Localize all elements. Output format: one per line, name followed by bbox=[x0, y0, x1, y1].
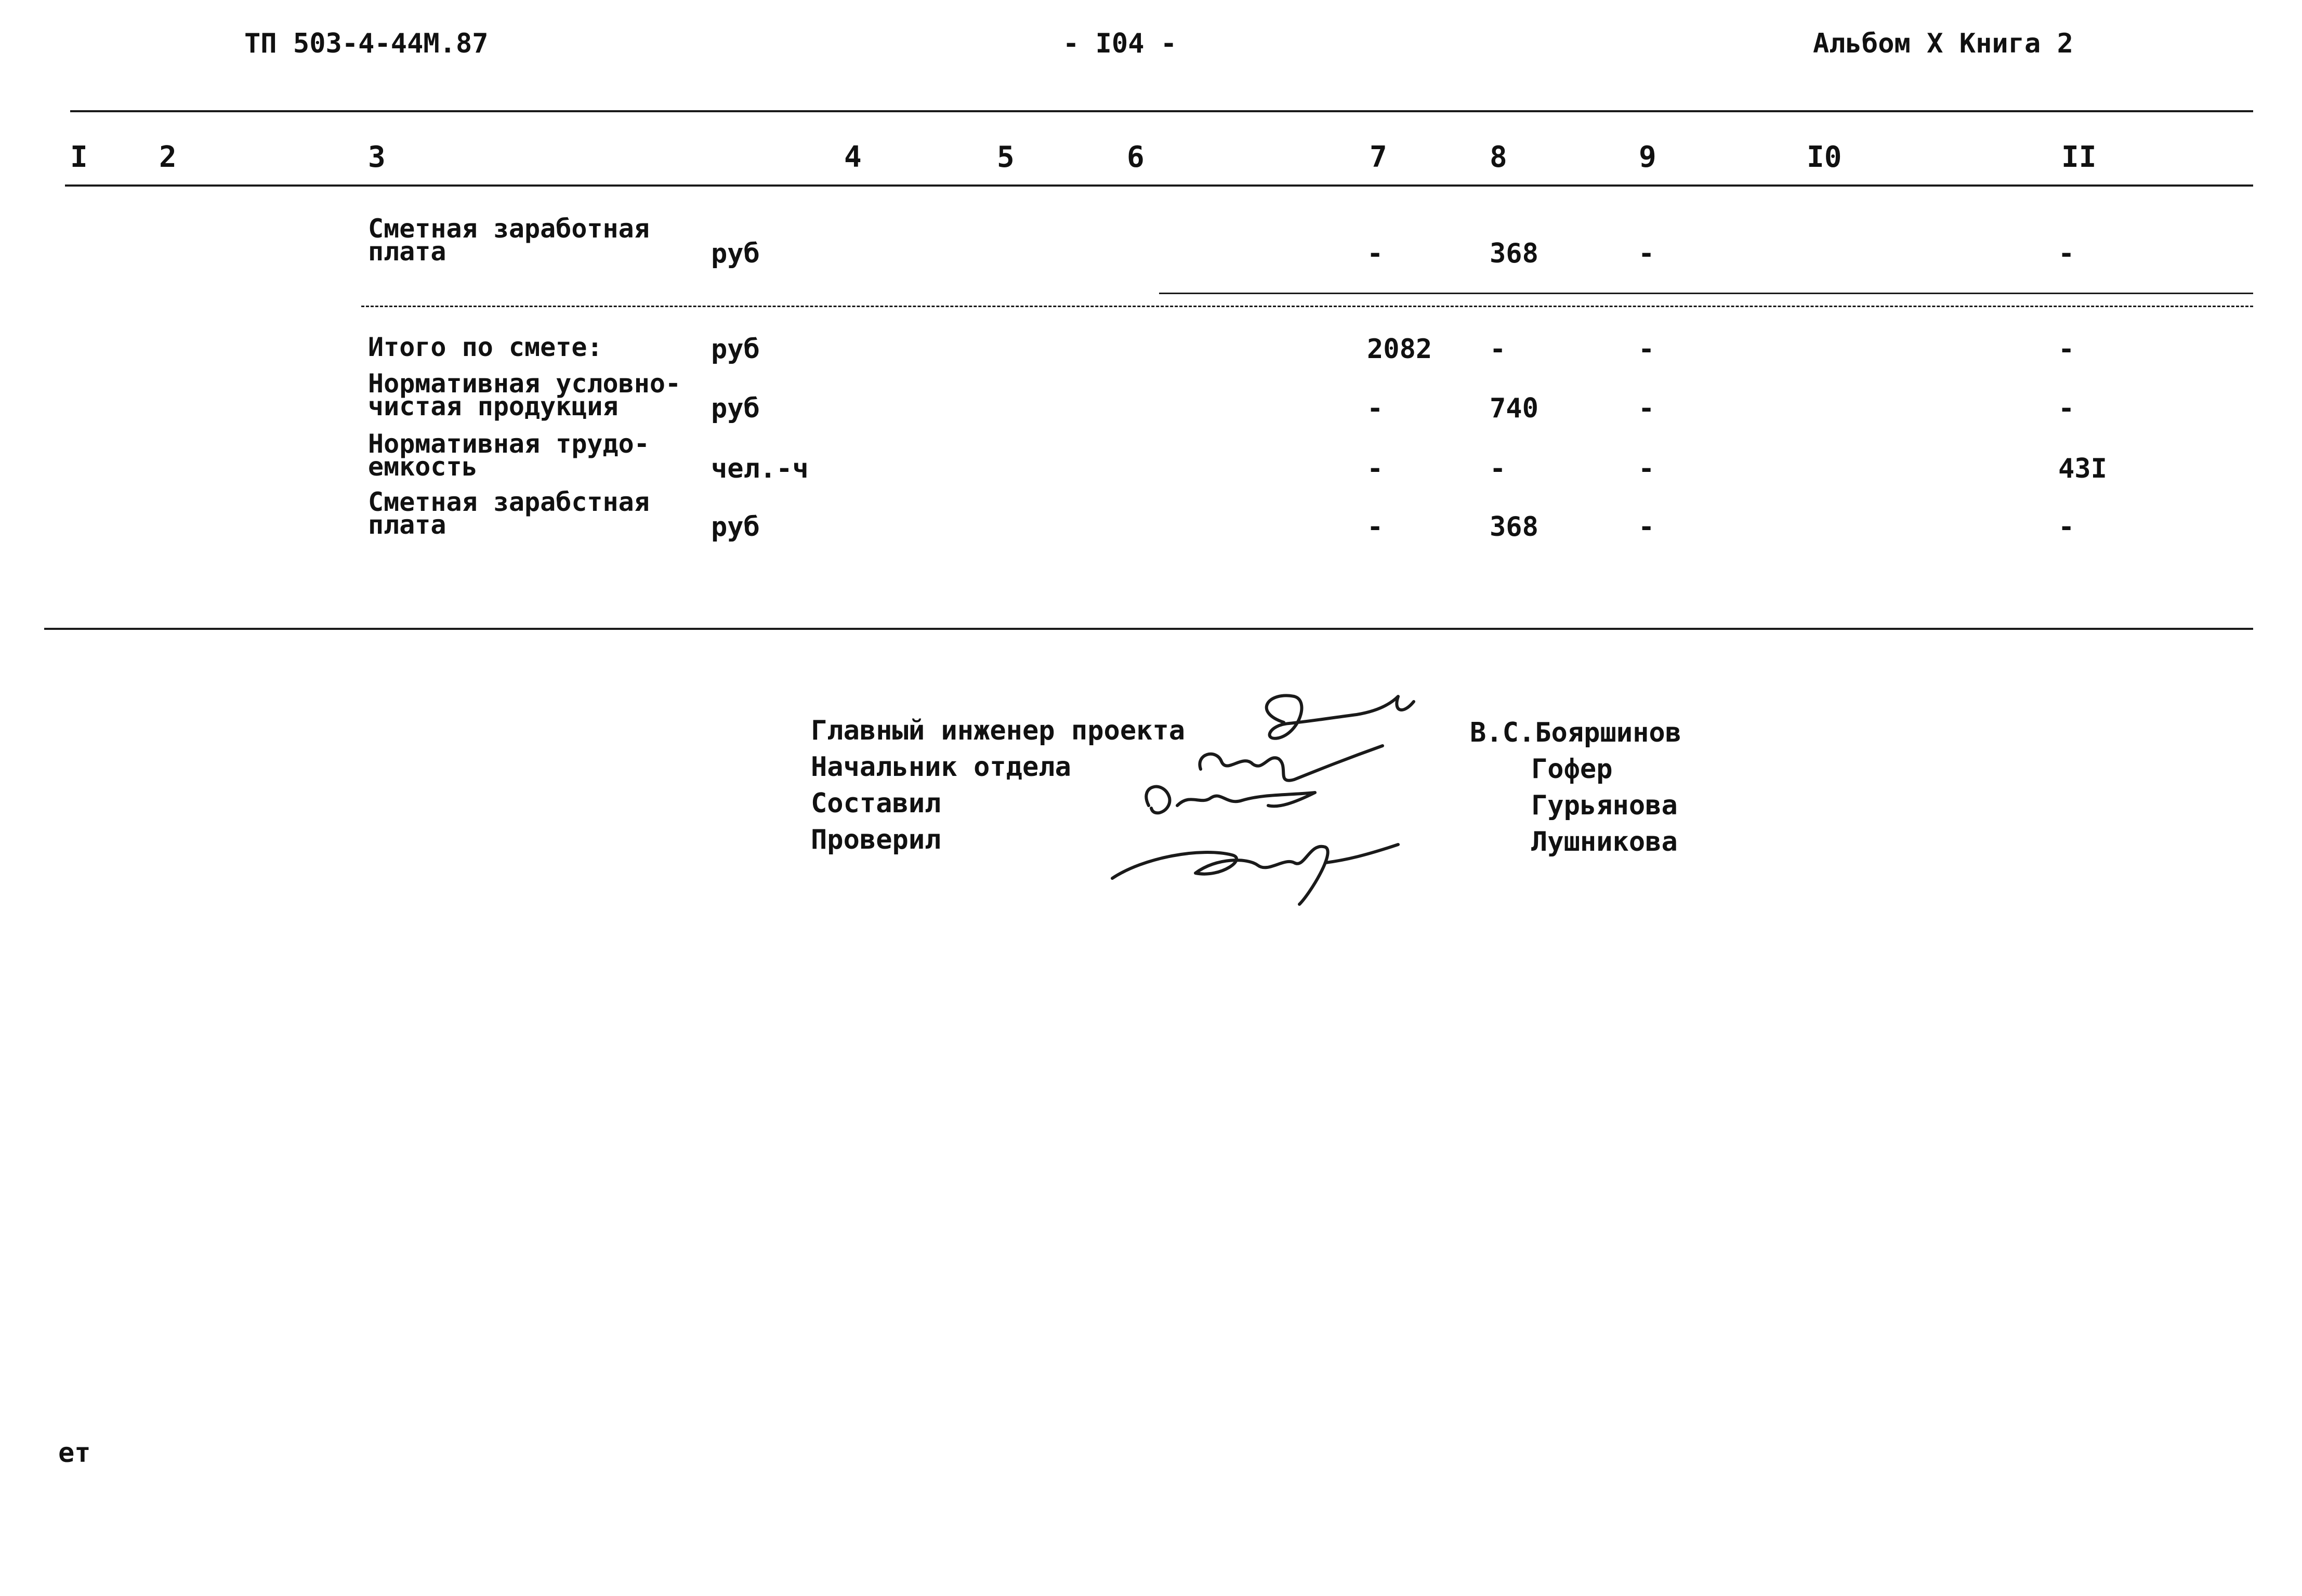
cell-col8: - bbox=[1490, 334, 1506, 365]
column-number: 7 bbox=[1370, 140, 1387, 174]
row-label-line: плата bbox=[368, 236, 446, 267]
row-label-line: Нормативная трудо- bbox=[368, 429, 650, 459]
column-number: 4 bbox=[844, 140, 862, 174]
row-label-line: чистая продукция bbox=[368, 391, 619, 421]
signature-compiler bbox=[1146, 787, 1315, 813]
column-number: I0 bbox=[1807, 140, 1842, 174]
signoff-name: В.С.Бояршинов bbox=[1470, 717, 1681, 748]
cell-col11: - bbox=[2058, 393, 2075, 424]
cell-col11: 43I bbox=[2058, 453, 2107, 484]
column-number: 8 bbox=[1490, 140, 1507, 174]
row-unit: чел.-ч bbox=[711, 453, 809, 484]
cell-col9: - bbox=[1638, 453, 1655, 484]
cell-col7: - bbox=[1367, 453, 1384, 484]
signoff-role: Главный инженер проекта bbox=[811, 715, 1186, 746]
row-unit: руб bbox=[711, 393, 760, 424]
page-number: - I04 - bbox=[1063, 28, 1177, 59]
handwritten-signatures bbox=[1066, 676, 1429, 915]
cell-col11: - bbox=[2058, 334, 2075, 365]
table-bottom-rule bbox=[44, 628, 2253, 630]
cell-col8: - bbox=[1490, 453, 1506, 484]
row-unit: руб bbox=[711, 511, 760, 543]
row-unit: руб bbox=[711, 334, 760, 365]
row-label-line: Нормативная условно- bbox=[368, 368, 681, 399]
block-separator-dashed-rule bbox=[361, 306, 2253, 307]
cell-col8: 740 bbox=[1490, 393, 1538, 424]
cell-col9: - bbox=[1638, 393, 1655, 424]
signoff-role: Проверил bbox=[811, 824, 941, 855]
row-label-line: Итого по смете: bbox=[368, 332, 603, 362]
row-label-line: Сметная заработная bbox=[368, 214, 650, 244]
cell-col9: - bbox=[1638, 334, 1655, 365]
cell-col7: - bbox=[1367, 511, 1384, 543]
row-label bbox=[368, 214, 650, 267]
cell-col7: 2082 bbox=[1367, 334, 1432, 365]
signoff-role: Начальник отдела bbox=[811, 751, 1071, 783]
row-label bbox=[368, 368, 681, 421]
row-label-line: Сметная зарабстная bbox=[368, 487, 650, 517]
signature-chief-engineer bbox=[1267, 695, 1414, 738]
document-code: ТП 503-4-44М.87 bbox=[244, 28, 489, 59]
signoff-name: Гофер bbox=[1531, 754, 1613, 785]
block-separator-rule bbox=[1159, 293, 2253, 294]
signoff-name: Гурьянова bbox=[1531, 790, 1678, 821]
column-number: 5 bbox=[997, 140, 1015, 174]
footer-mark: ет bbox=[58, 1437, 91, 1469]
signoff-role: Составил bbox=[811, 788, 941, 819]
cell-col7: - bbox=[1367, 393, 1384, 424]
cell-col8: 368 bbox=[1490, 511, 1538, 543]
column-header-rule bbox=[65, 184, 2253, 187]
cell-col11: - bbox=[2058, 238, 2075, 269]
album-book-label: Альбом X Книга 2 bbox=[1813, 28, 2073, 59]
row-unit: руб bbox=[711, 238, 760, 269]
column-number: 9 bbox=[1639, 140, 1656, 174]
row-label-line: плата bbox=[368, 510, 446, 540]
column-number: 6 bbox=[1127, 140, 1145, 174]
row-label-line: емкость bbox=[368, 452, 478, 482]
cell-col8: 368 bbox=[1490, 238, 1538, 269]
cell-col9: - bbox=[1638, 238, 1655, 269]
cell-col11: - bbox=[2058, 511, 2075, 543]
cell-col9: - bbox=[1638, 511, 1655, 543]
table-top-rule bbox=[70, 110, 2253, 112]
column-number: 2 bbox=[159, 140, 177, 174]
signoff-name: Лушникова bbox=[1531, 826, 1678, 858]
column-number: I bbox=[70, 140, 88, 174]
column-number: 3 bbox=[368, 140, 386, 174]
column-number: II bbox=[2061, 140, 2097, 174]
signature-checker bbox=[1112, 845, 1398, 904]
row-label bbox=[368, 332, 603, 362]
row-label bbox=[368, 487, 650, 540]
cell-col7: - bbox=[1367, 238, 1384, 269]
row-label bbox=[368, 429, 650, 482]
signature-department-head bbox=[1200, 746, 1383, 781]
